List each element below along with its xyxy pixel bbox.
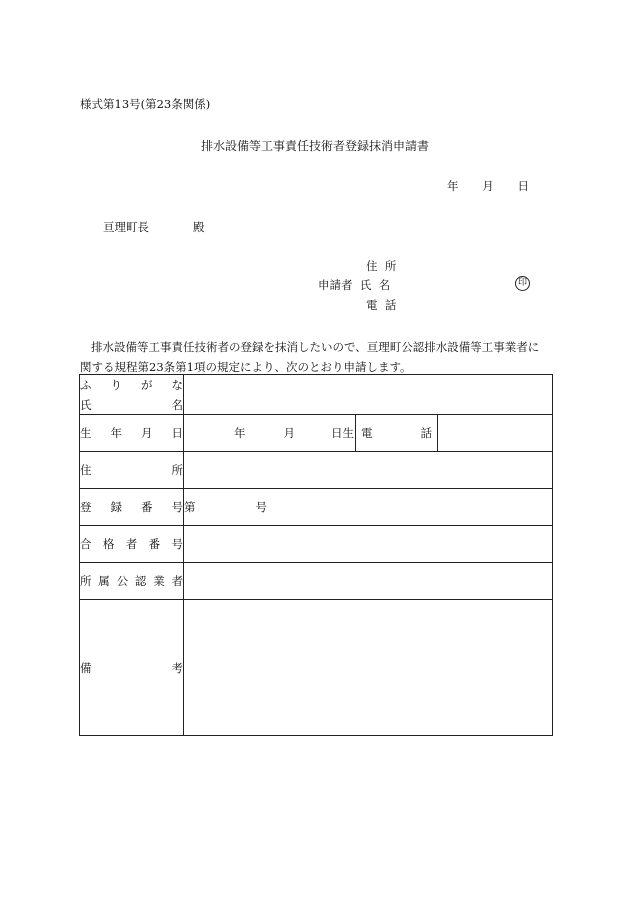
dob-field[interactable]: 年 月 日生	[184, 415, 356, 452]
request-statement	[80, 337, 555, 377]
date-year-label: 年	[447, 179, 459, 193]
applicant-name-label: 申請者 氏 名	[318, 278, 391, 292]
pass-no-field[interactable]	[184, 526, 553, 563]
statement-line-2: 関する規程第23条第1項の規定により、次のとおり申請します。	[80, 360, 412, 374]
addressee-suffix: 殿	[193, 220, 205, 234]
row-reg-no	[80, 489, 553, 526]
reg-no-label: 登 録 番 号	[80, 500, 183, 514]
date-day-label: 日	[517, 179, 529, 193]
remarks-label: 備 考	[80, 660, 183, 675]
dob-label: 生 年 月 日	[80, 426, 183, 440]
applicant-address-label: 住 所	[366, 259, 397, 273]
application-table	[79, 374, 553, 736]
addressee-name: 亘理町長	[103, 220, 149, 234]
addressee	[103, 219, 205, 235]
remarks-field[interactable]	[184, 600, 553, 736]
row-pass-no	[80, 526, 553, 563]
document-title: 排水設備等工事責任技術者登録抹消申請書	[200, 139, 429, 153]
row-company	[80, 563, 553, 600]
furigana-label: ふ り が な	[80, 377, 183, 392]
applicant-label: 申請者	[318, 278, 353, 292]
address-label: 住 所	[80, 463, 183, 477]
date-month-label: 月	[482, 179, 494, 193]
form-number: 様式第13号(第23条関係)	[80, 97, 211, 111]
name-label: 氏 名	[80, 397, 183, 412]
company-field[interactable]	[184, 563, 553, 600]
name-field[interactable]	[184, 375, 553, 415]
statement-line-1: 排水設備等工事責任技術者の登録を抹消したいので、亘理町公認排水設備等工事業者に	[91, 340, 540, 354]
tel-field[interactable]	[438, 415, 553, 452]
row-remarks	[80, 600, 553, 736]
date-line	[447, 178, 529, 194]
pass-no-label: 合 格 者 番 号	[80, 537, 183, 551]
seal-mark: 印	[515, 276, 530, 291]
row-dob	[80, 415, 553, 452]
address-field[interactable]	[184, 452, 553, 489]
tel-label: 電 話	[361, 426, 432, 440]
reg-no-field[interactable]: 第 号	[184, 489, 553, 526]
company-label: 所 属 公 認 業 者	[80, 574, 183, 588]
row-address	[80, 452, 553, 489]
applicant-tel-label: 電 話	[366, 298, 397, 312]
row-name	[80, 375, 553, 415]
